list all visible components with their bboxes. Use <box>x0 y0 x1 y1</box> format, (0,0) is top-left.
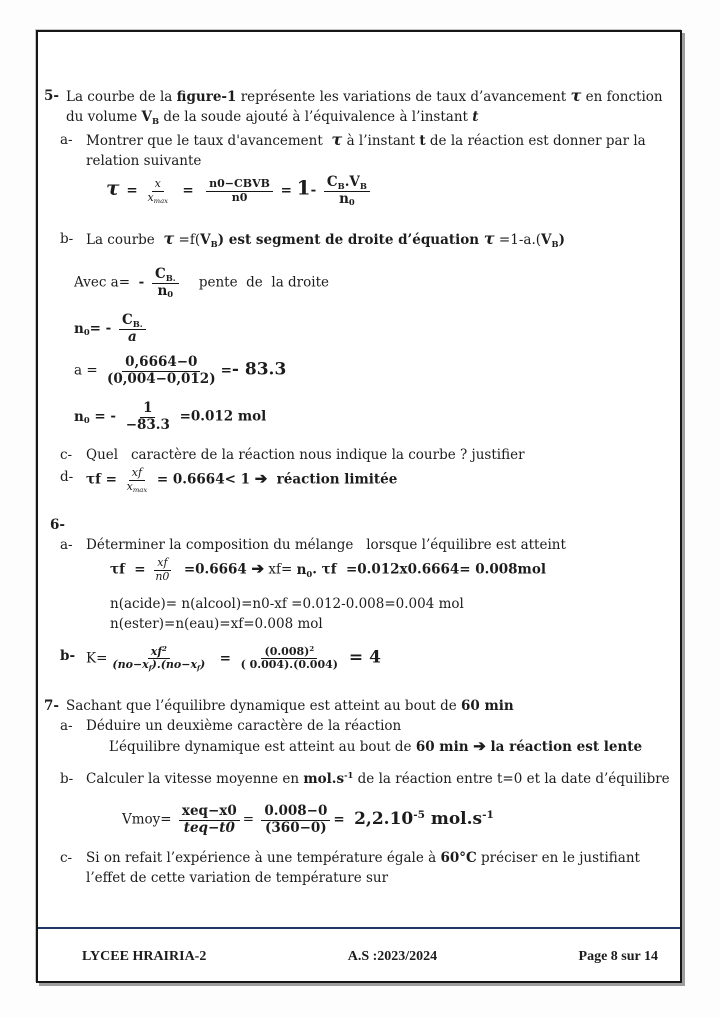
text-run: Montrer que le taux d'avancement <box>86 133 332 149</box>
q5a-line1-text <box>86 130 646 151</box>
q7c-line1-text <box>86 848 640 868</box>
fraction <box>145 178 170 204</box>
text-run: - <box>310 182 321 199</box>
fraction-denominator <box>182 821 237 837</box>
q5a-line1 <box>60 130 666 151</box>
text-run: (0,004−0,012) <box>106 370 216 387</box>
footer-page-number: Page 8 sur 14 <box>578 949 658 964</box>
q5-line1-label <box>44 86 66 106</box>
text-run: = <box>333 811 355 828</box>
text-run: n0 <box>155 570 170 584</box>
fraction-denominator <box>125 481 150 494</box>
text-run: xf= <box>264 562 297 579</box>
text-run: teq−t0 <box>183 819 235 836</box>
text-run: 5- <box>44 88 59 104</box>
text-run: $x_{max}$ <box>126 479 148 494</box>
text-run: $n_0$ <box>157 282 174 300</box>
q6a-line-text <box>86 535 566 555</box>
text-run: = <box>210 650 236 667</box>
text-run: =0.6664 <box>174 562 252 579</box>
arrow-icon: ➔ <box>251 560 265 579</box>
text-run: b- <box>60 771 74 787</box>
text-run: (360−0) <box>265 819 327 836</box>
fraction-numerator <box>261 804 330 821</box>
fraction <box>206 178 273 204</box>
text-run: ) <box>199 658 206 672</box>
q6a-line <box>60 535 666 555</box>
text-run: - 83.3 <box>231 359 287 380</box>
text-run: Quel caractère de la réaction nous indique la courbe ? justifier <box>86 447 525 464</box>
text-run: a- <box>60 537 73 554</box>
text-run: n(ester)=n(eau)=xf=0.008 mol <box>110 615 323 632</box>
text-run: l’effet de cette variation de température sur <box>86 870 389 887</box>
text-run: 6- <box>50 517 65 534</box>
text-run: =0.012x0.6664= 0.008mol <box>336 562 546 579</box>
text-run: Si on refait l’expérience à une température égale à <box>86 850 441 867</box>
text-run: La courbe <box>86 232 164 249</box>
q7b-line <box>60 769 670 790</box>
q6b-K <box>60 646 666 672</box>
text-run: b- <box>60 647 76 664</box>
fraction-numerator <box>261 646 317 660</box>
q5a-line2 <box>86 151 666 171</box>
fraction <box>324 175 370 207</box>
text-run: xf <box>157 556 168 570</box>
text-run: en fonction <box>581 89 663 105</box>
text-run: a- <box>60 718 73 734</box>
text-run: c- <box>60 850 73 867</box>
text-run: - <box>138 274 149 291</box>
fraction <box>153 557 171 583</box>
text-run: a = <box>74 362 102 379</box>
fraction <box>261 804 330 836</box>
q5b-line-text <box>86 229 565 251</box>
text-run: à l’instant <box>342 133 420 149</box>
fraction <box>152 267 179 299</box>
q7-line-text <box>66 696 514 716</box>
document-content <box>38 32 680 925</box>
fraction-denominator <box>337 192 357 208</box>
text-run: La courbe de la <box>66 89 177 105</box>
text-run: $V_B$ <box>141 109 160 126</box>
fraction <box>239 646 340 672</box>
text-run: t <box>472 109 479 125</box>
fraction-numerator <box>148 646 170 660</box>
text-run: ) <box>558 232 565 249</box>
q6a-formula-tauf <box>110 557 666 583</box>
page-footer <box>38 927 680 981</box>
text-run: $x_{max}$ <box>147 190 169 205</box>
text-run: - <box>110 408 121 425</box>
q5b-line <box>60 229 666 251</box>
fraction-denominator <box>153 571 171 584</box>
q7a-line <box>60 716 666 736</box>
q7a-line-text <box>86 716 401 736</box>
fraction-denominator <box>155 284 175 300</box>
text-run: de la réaction entre t=0 et la date d’équilibre <box>353 771 670 787</box>
text-run: 60 min <box>415 739 474 755</box>
text-run: la réaction est lente <box>485 739 643 755</box>
text-run: = <box>89 408 111 425</box>
text-run: = <box>126 182 143 199</box>
text-run: . <box>344 174 350 190</box>
text-run: $n_0$ <box>296 562 313 579</box>
q6b-K-label <box>60 646 86 666</box>
text-run: pente de la droite <box>181 274 329 291</box>
text-run: −83.3 <box>125 416 170 433</box>
text-run: réaction limitée <box>267 471 398 488</box>
text-run: - <box>105 320 116 337</box>
text-run: = <box>242 811 259 828</box>
text-run: τf <box>321 562 337 579</box>
text-run: de la réaction est donner par la <box>425 133 646 149</box>
text-run: $n_0$ <box>74 408 90 426</box>
text-run: relation suivante <box>86 153 202 169</box>
text-run: n0 <box>231 190 248 204</box>
q5c-line-label <box>60 445 86 465</box>
text-run: =0.012 mol <box>174 408 267 425</box>
text-run: Avec a= <box>74 274 139 291</box>
text-run: x <box>154 176 161 190</box>
text-run: $V_B$ <box>349 174 367 191</box>
text-run: du volume <box>66 109 142 125</box>
text-run: τf <box>110 562 125 579</box>
q6b-K-text <box>86 646 381 672</box>
text-run: a <box>127 328 137 345</box>
text-run: de la soude ajouté à l’équivalence à l’instant <box>159 109 473 125</box>
text-run: $C_{B.}$ <box>154 266 176 283</box>
fraction-numerator <box>179 804 240 821</box>
q5c-line <box>60 445 666 465</box>
fraction-denominator <box>263 821 329 837</box>
q6a-line-label <box>60 535 86 555</box>
q7-line-label <box>44 696 66 716</box>
q7a-answer <box>109 736 666 757</box>
text-run: =1-a.( <box>494 232 542 249</box>
text-run: 60°C <box>440 850 477 867</box>
text-run: = 0.6664< 1 <box>152 471 255 488</box>
arrow-icon: ➔ <box>473 737 486 755</box>
q7c-line1-label <box>60 848 86 868</box>
text-run: xf <box>131 466 143 480</box>
text-run: $C_{B.}$ <box>121 312 143 329</box>
fraction-numerator <box>152 178 164 192</box>
text-run: $mol.s^{-1}$ <box>424 808 494 829</box>
footer-school-year: A.S :2023/2024 <box>347 949 438 964</box>
text-run: a- <box>60 132 73 148</box>
q7b-line-label <box>60 769 86 789</box>
text-run: t <box>419 133 426 149</box>
text-run: )$.(no-x_f$ <box>151 658 200 673</box>
fraction-denominator <box>145 192 170 205</box>
q5d-line-text <box>86 467 397 493</box>
text-run: $xf^2$ <box>150 644 167 658</box>
fraction-denominator <box>239 659 340 672</box>
q7a-line-label <box>60 716 86 736</box>
q6a-n-ester <box>110 614 666 634</box>
q5a-line1-label <box>60 130 86 150</box>
document-page <box>36 30 682 983</box>
text-run: = <box>275 182 297 199</box>
fraction <box>124 401 172 433</box>
fraction-numerator <box>152 267 179 284</box>
text-run: τ <box>163 229 175 249</box>
q7-line <box>44 696 666 716</box>
fraction-numerator <box>154 557 170 571</box>
q5c-line-text <box>86 445 525 465</box>
q5a-formula-tau <box>106 175 666 207</box>
text-run: K= <box>86 650 108 667</box>
q5b-a-value <box>74 355 666 387</box>
text-run: = <box>173 182 204 199</box>
text-run: $(0.008)^2$ <box>264 644 315 658</box>
text-run: = 4 <box>342 647 381 668</box>
text-run: = <box>124 562 151 579</box>
text-run: ($no-x_f$ <box>112 658 152 673</box>
fraction-numerator <box>140 401 155 418</box>
fraction-numerator <box>129 467 145 481</box>
text-run: figure-1 <box>176 89 237 105</box>
q6-heading <box>50 515 666 535</box>
q7c-line2 <box>86 868 666 888</box>
text-run: ( 0.004).(0.004) <box>240 658 338 672</box>
text-run: $n_0$ <box>339 190 355 208</box>
q5b-line-label <box>60 229 86 249</box>
fraction-denominator <box>124 418 172 434</box>
text-run: τ <box>483 229 495 249</box>
text-run: Déterminer la composition du mélange lorsque l’équilibre est atteint <box>86 537 566 554</box>
text-run: xeq−x0 <box>181 803 237 819</box>
text-run: = <box>220 362 232 379</box>
q5-line1-text <box>66 86 663 107</box>
text-run: représente les variations de taux d’avancement <box>236 89 571 105</box>
text-run: $V_B$ <box>541 232 559 249</box>
text-run: Calculer la vitesse moyenne en <box>86 771 304 787</box>
text-run: $V_B$ <box>200 232 218 249</box>
text-run: τ <box>331 130 343 149</box>
text-run: Sachant que l’équilibre dynamique est atteint au bout de <box>66 698 462 714</box>
fraction-denominator <box>110 659 207 672</box>
text-run: n(acide)= n(alcool)=n0-xf =0.012-0.008=0.004 mol <box>110 595 464 612</box>
text-run: τ <box>106 175 127 200</box>
fraction-denominator <box>126 330 139 346</box>
q5d-line <box>60 467 666 493</box>
text-run: n0−CBVB <box>209 176 270 190</box>
q7c-line1 <box>60 848 666 868</box>
text-run: ) <box>217 232 229 249</box>
footer-school: LYCEE HRAIRIA-2 <box>82 949 207 964</box>
text-run: . <box>312 562 322 579</box>
text-run: c- <box>60 447 73 464</box>
text-run: d- <box>60 469 74 486</box>
text-run: τ <box>570 86 582 105</box>
text-run: Vmoy= <box>122 811 176 828</box>
text-run: L’équilibre dynamique est atteint au bout de <box>109 739 416 755</box>
q5-line1 <box>44 86 666 107</box>
q7b-vmoy <box>122 804 666 836</box>
text-run: = <box>105 471 122 488</box>
text-run: b- <box>60 231 74 248</box>
arrow-icon: ➔ <box>254 469 268 488</box>
q5b-n0-expr <box>74 313 666 345</box>
text-run: 1 <box>296 175 311 200</box>
q5b-slope <box>74 267 666 299</box>
q5-line2 <box>66 107 666 128</box>
text-run: Déduire un deuxième caractère de la réaction <box>86 718 402 734</box>
fraction <box>105 355 218 387</box>
text-run: =f( <box>174 232 201 249</box>
fraction <box>110 646 207 672</box>
fraction-numerator <box>122 355 200 372</box>
text-run: $mol.s^{-1}$ <box>303 770 354 787</box>
text-run: $2,2.10^{-5}$ <box>354 808 425 829</box>
q5d-line-label <box>60 467 86 487</box>
fraction-numerator <box>119 313 146 330</box>
text-run: est segment de droite d’équation <box>228 232 484 249</box>
fraction-denominator <box>105 372 218 388</box>
text-run: 60 min <box>461 698 514 714</box>
fraction <box>179 804 240 836</box>
text-run: 1 <box>143 400 153 417</box>
fraction-numerator <box>324 175 370 192</box>
q7b-line-text <box>86 769 670 790</box>
fraction-denominator <box>230 192 250 205</box>
q6a-n-acide <box>110 594 666 614</box>
text-run: 0.008−0 <box>264 803 328 819</box>
q6-heading-label <box>50 515 76 535</box>
fraction <box>119 313 146 345</box>
fraction <box>125 467 150 493</box>
fraction-numerator <box>206 178 273 192</box>
text-run: $C_B$ <box>326 174 345 191</box>
text-run: = <box>89 320 106 337</box>
text-run: $n_0$ <box>74 320 90 338</box>
text-run: τf <box>86 471 106 488</box>
text-run: 7- <box>44 698 59 714</box>
q5b-n0-value <box>74 401 666 433</box>
text-run: 0,6664−0 <box>125 354 198 371</box>
text-run: préciser en le justifiant <box>476 850 640 867</box>
